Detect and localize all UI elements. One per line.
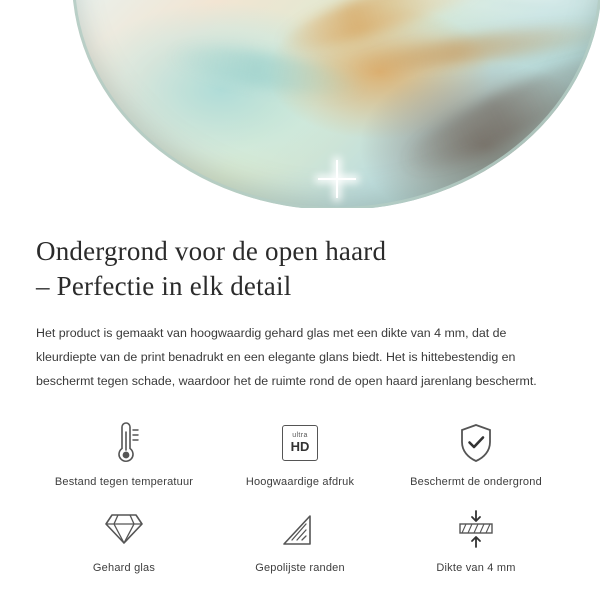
feature-label: Gehard glas xyxy=(92,561,156,574)
feature-item xyxy=(36,506,212,574)
ultra-hd-icon xyxy=(282,420,318,466)
hd-label: HD xyxy=(290,439,310,455)
feature-label: Gepolijste randen xyxy=(255,561,345,574)
content-section xyxy=(0,208,600,574)
headline-line-2: – Perfectie in elk detail xyxy=(36,270,292,301)
feature-label: Beschermt de ondergrond xyxy=(410,475,542,488)
polished-edges-icon xyxy=(280,506,320,552)
feature-grid xyxy=(36,420,564,574)
marble-vein xyxy=(347,17,600,80)
glass-plate-image xyxy=(72,0,600,208)
feature-item xyxy=(388,506,564,574)
marble-vein xyxy=(166,36,369,104)
description-paragraph: Het product is gemaakt van hoogwaardig gehard glas met een dikte van 4 mm, dat de kleurdiepte van de print benadrukt en een elegante glans biedt. Het is hittebestendig en beschermt tegen schade, waardoor het de ruimte rond de open haard jarenlang beschermt. xyxy=(36,326,537,389)
marble-vein xyxy=(273,0,504,64)
page-title xyxy=(36,234,564,303)
thickness-arrows-icon xyxy=(454,506,498,552)
marble-vein xyxy=(392,40,600,188)
thermometer-icon xyxy=(107,420,141,466)
feature-label: Bestand tegen temperatuur xyxy=(54,475,194,488)
marble-vein xyxy=(422,0,582,10)
feature-label: Hoogwaardige afdruk xyxy=(245,475,355,488)
diamond-icon xyxy=(104,506,144,552)
feature-item xyxy=(36,420,212,488)
hero-image xyxy=(0,0,600,208)
feature-item xyxy=(212,506,388,574)
ultra-label: ultra xyxy=(292,432,308,440)
headline-line-1: Ondergrond voor de open haard xyxy=(36,236,387,266)
feature-item xyxy=(212,420,388,488)
feature-label: Dikte van 4 mm xyxy=(436,561,516,574)
shield-check-icon xyxy=(457,420,495,466)
feature-item xyxy=(388,420,564,488)
